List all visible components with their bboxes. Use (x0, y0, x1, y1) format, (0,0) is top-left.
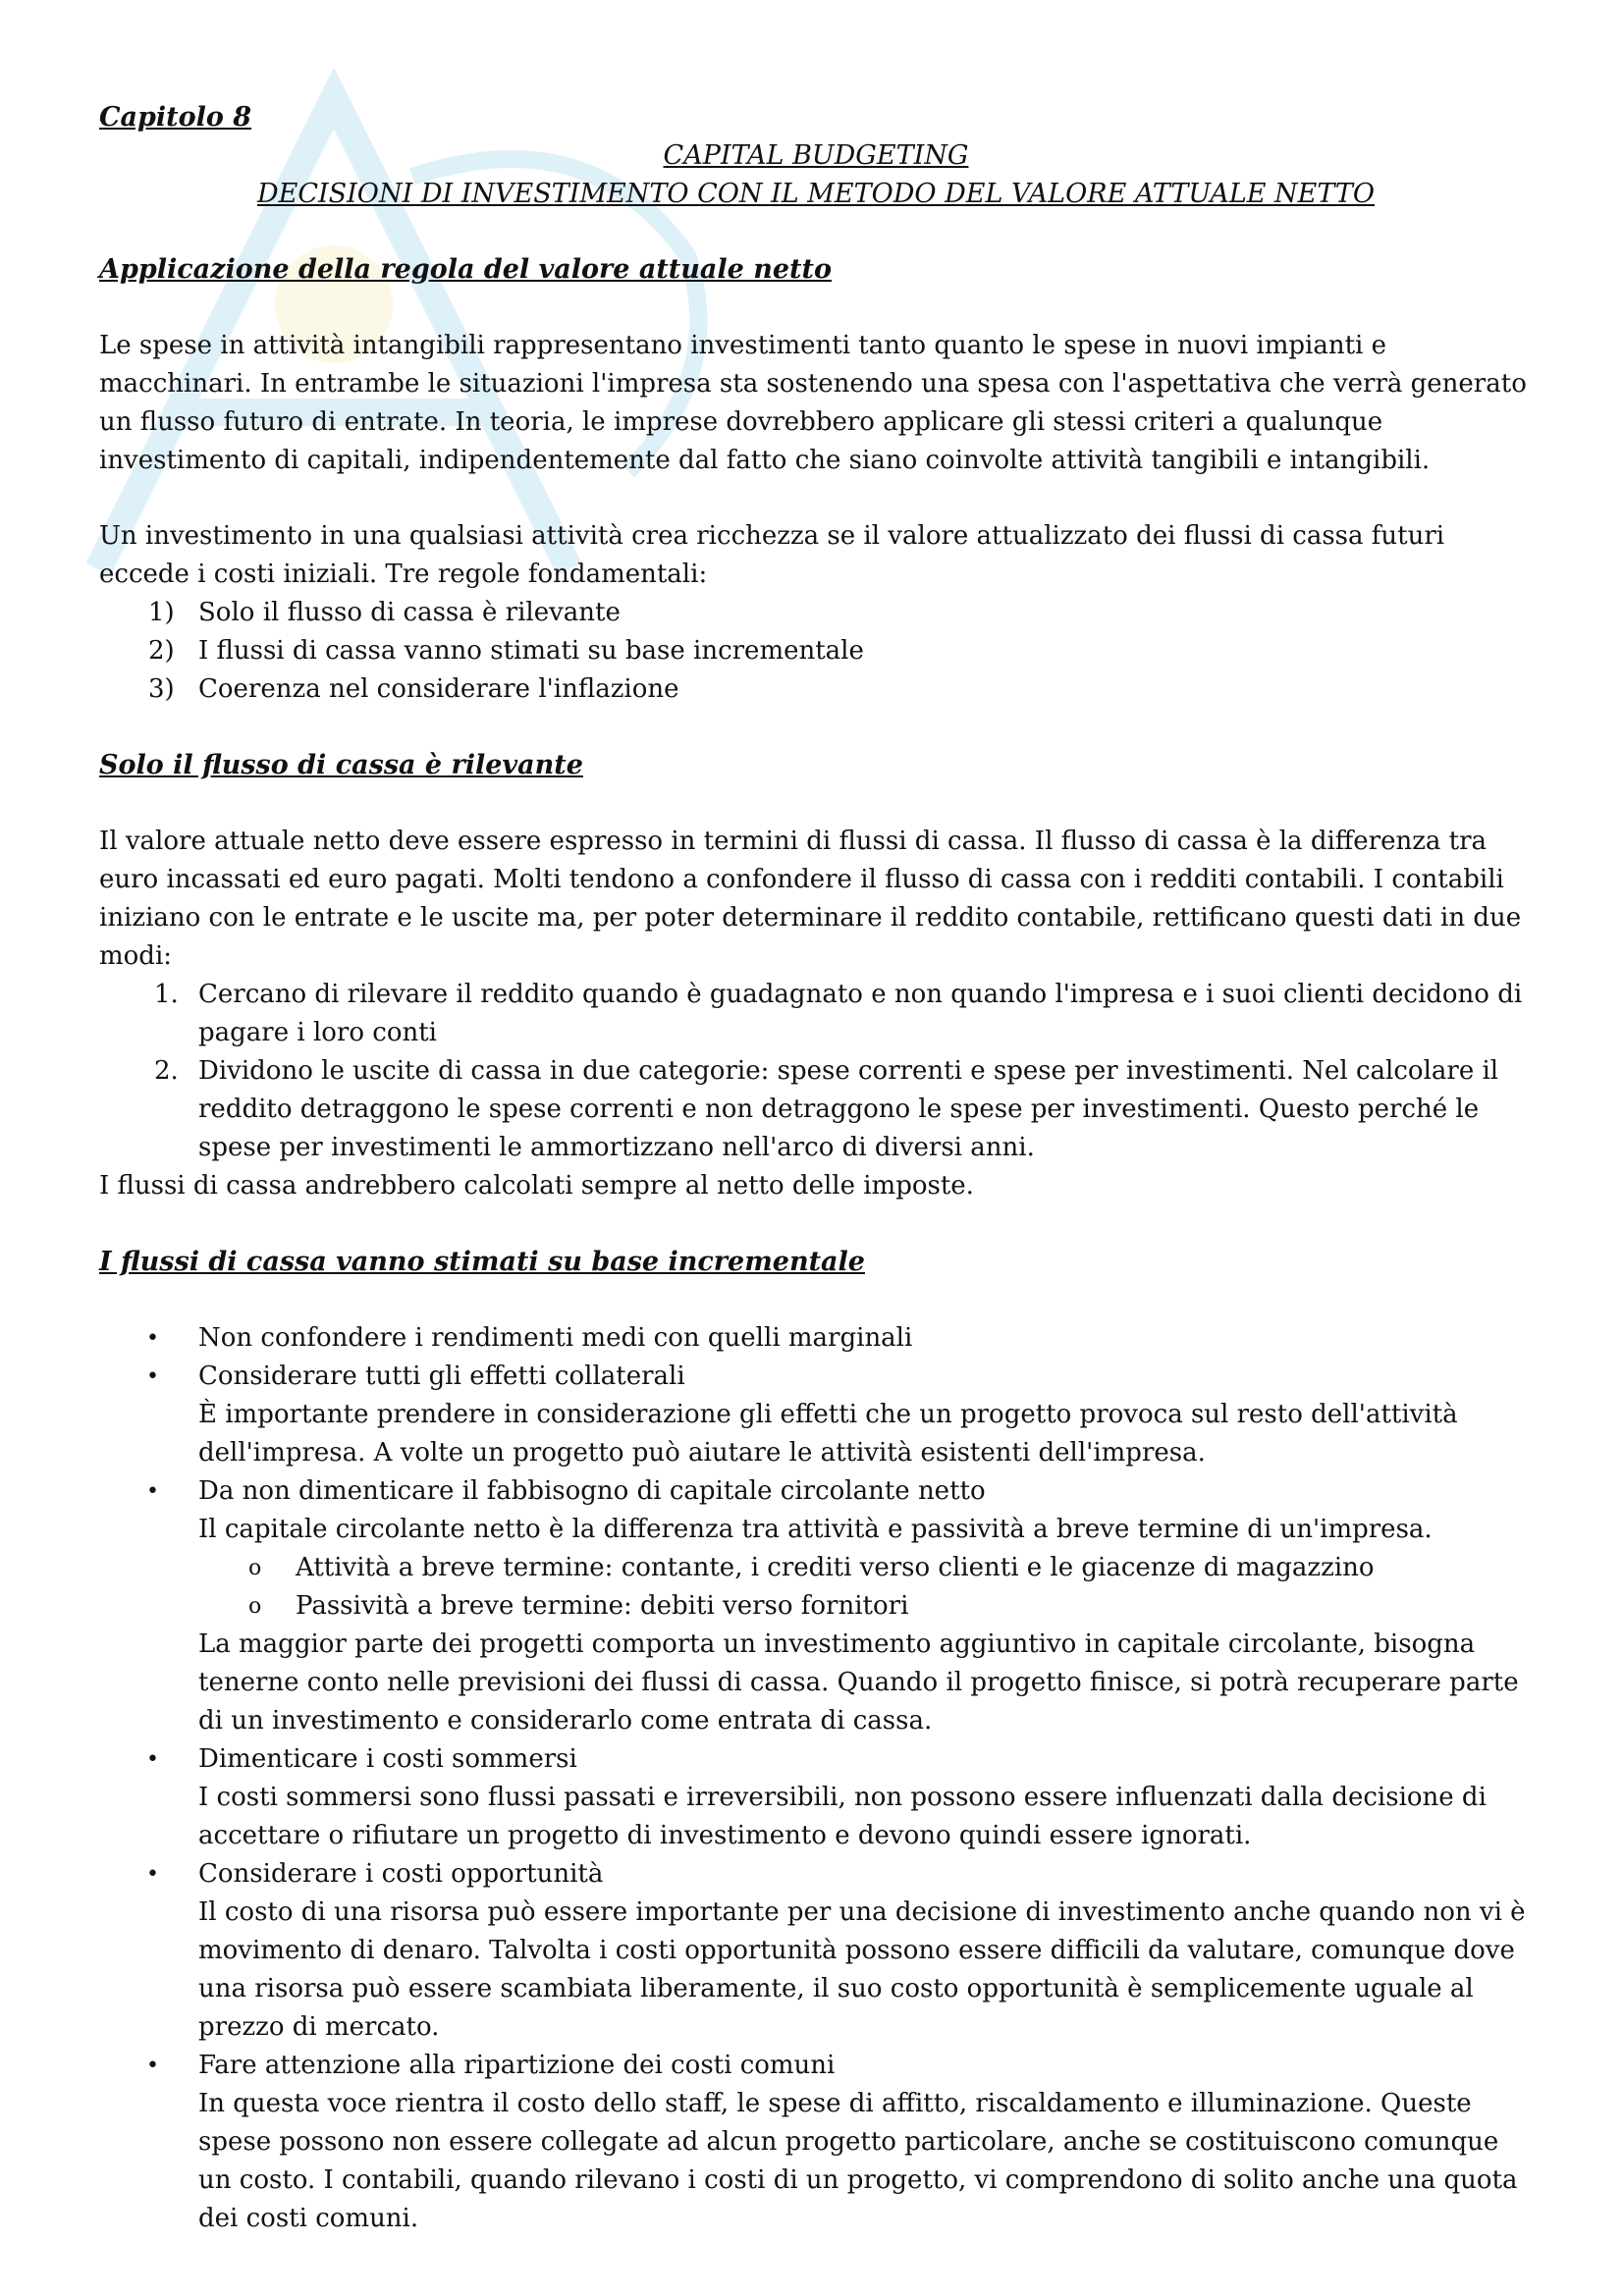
document-page (99, 98, 1533, 2238)
list-item: 3) Coerenza nel considerare l'inflazione (148, 674, 679, 704)
bullet-icon: • (146, 1747, 159, 1772)
list-item: • Considerare i costi opportunità Il costo di una risorsa può essere importante per una decisione di investimento anche quando non vi è movimento di denaro. Talvolta i costi opportunità possono essere difficili da valutare, comunque dove una risorsa può essere scambiata liberamente, il suo costo opportunità è semplicemente uguale al prezzo di mercato. (99, 1855, 1533, 2047)
list-item: 1. Cercano di rilevare il reddito quando è guadagnato e non quando l'impresa e i suoi clienti decidono di pagare i loro conti (154, 980, 1523, 1047)
bullet-icon: • (146, 1479, 159, 1504)
section-heading-1: Applicazione della regola del valore attuale netto (99, 254, 832, 285)
paragraph: Le spese in attività intangibili rappresentano investimenti tanto quanto le spese in nuovi impianti e macchinari. In entrambe le situazioni l'impresa sta sostenendo una spesa con l'aspettativa che verrà generato un flusso futuro di entrate. In teoria, le imprese dovrebbero applicare gli stessi criteri a qualunque investimento di capitali, indipendentemente dal fatto che siano coinvolte attività tangibili e intangibili. (99, 331, 1527, 475)
bullet-icon: • (146, 1862, 159, 1887)
list-item: • Da non dimenticare il fabbisogno di capitale circolante netto Il capitale circolante netto è la differenza tra attività e passività a breve termine di un'impresa. (99, 1472, 1533, 1549)
circle-bullet-icon: o (248, 1594, 262, 1619)
section-heading-2: Solo il flusso di cassa è rilevante (99, 750, 583, 780)
title-line-2: DECISIONI DI INVESTIMENTO CON IL METODO DEL VALORE ATTUALE NETTO (256, 179, 1376, 209)
list-item: • Considerare tutti gli effetti collaterali È importante prendere in considerazione gli effetti che un progetto provoca sul resto dell'attività dell'impresa. A volte un progetto può aiutare le attività esistenti dell'impresa. (99, 1358, 1533, 1472)
list-item: 2. Dividono le uscite di cassa in due categorie: spese correnti e spese per investimenti. Nel calcolare il reddito detraggono le spese correnti e non detraggono le spese per investimenti. Questo perché le spese per investimenti le ammortizzano nell'arco di diversi anni. (154, 1056, 1499, 1162)
sub-list-item: o Attività a breve termine: contante, i crediti verso clienti e le giacenze di magazzino (99, 1549, 1533, 1587)
chapter-label: Capitolo 8 (99, 102, 252, 133)
bullet-icon: • (146, 2054, 159, 2078)
list-item: • Non confondere i rendimenti medi con quelli marginali (99, 1319, 1533, 1358)
list-item: 2) I flussi di cassa vanno stimati su base incrementale (148, 636, 864, 666)
paragraph: I flussi di cassa andrebbero calcolati sempre al netto delle imposte. (99, 1171, 974, 1201)
paragraph: Il valore attuale netto deve essere espresso in termini di flussi di cassa. Il flusso di cassa è la differenza tra euro incassati ed euro pagati. Molti tendono a confondere il flusso di cassa con i redditi contabili. I contabili iniziano con le entrate e le uscite ma, per poter determinare il reddito contabile, rettificano questi dati in due modi: (99, 827, 1522, 971)
list-item-continuation: La maggior parte dei progetti comporta un investimento aggiuntivo in capitale circolante, bisogna tenerne conto nelle previsioni dei flussi di cassa. Quando il progetto finisce, si potrà recuperare parte di un investimento e considerarlo come entrata di cassa. (198, 1629, 1519, 1735)
section-heading-3: I flussi di cassa vanno stimati su base incrementale (99, 1247, 865, 1277)
sub-list-item: o Passività a breve termine: debiti verso fornitori (99, 1587, 1533, 1626)
bullet-icon: • (146, 1326, 159, 1351)
paragraph: Un investimento in una qualsiasi attività crea ricchezza se il valore attualizzato dei flussi di cassa futuri eccede i costi iniziali. Tre regole fondamentali: (99, 521, 1445, 589)
title-line-1: CAPITAL BUDGETING (663, 140, 969, 171)
list-item: • Fare attenzione alla ripartizione dei costi comuni In questa voce rientra il costo dello staff, le spese di affitto, riscaldamento e illuminazione. Queste spese possono non essere collegate ad alcun progetto particolare, anche se costituiscono comunque un costo. I contabili, quando rilevano i costi di un progetto, vi comprendono di solito anche una quota dei costi comuni. (99, 2047, 1533, 2238)
numbered-list (99, 976, 1533, 1167)
circle-bullet-icon: o (248, 1556, 262, 1580)
list-item: 1) Solo il flusso di cassa è rilevante (148, 598, 621, 627)
bullet-icon: • (146, 1364, 159, 1389)
bullet-list (99, 1319, 1533, 2238)
list-item: • Dimenticare i costi sommersi I costi sommersi sono flussi passati e irreversibili, non possono essere influenzati dalla decisione di accettare o rifiutare un progetto di investimento e devono quindi essere ignorati. (99, 1740, 1533, 1855)
rules-list (99, 594, 1533, 709)
